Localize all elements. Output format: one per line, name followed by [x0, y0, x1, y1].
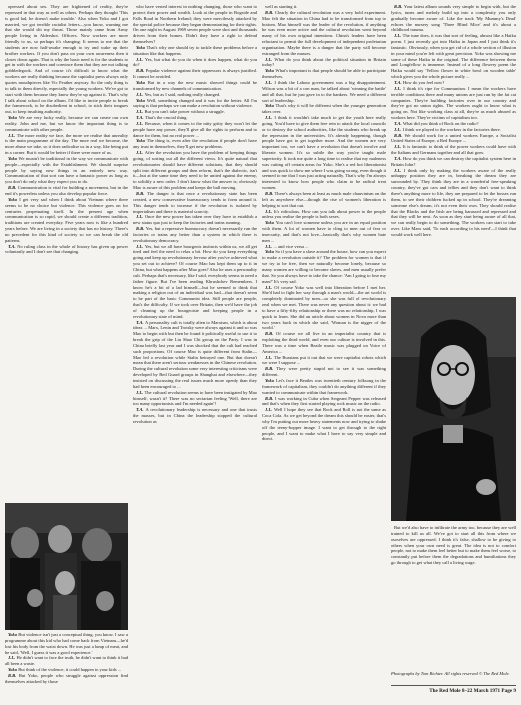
paragraph: T.A. How do you think we can destroy the capitalist system here in Britain John? — [391, 155, 516, 167]
paragraph: Yoko What's important is that people should be able to participate themselves. — [262, 68, 386, 80]
paragraph: J.L. Yes, but we all have bourgeois instincts within us, we all get tired and feel the need to relax a bit. How do you keep everything going and keep up revolutionary fervour after you've achieved what you set out to achieve? Of course Mao has kept them up to it in China, but what happens after Mao goes? Also he uses a personality cult. Perhaps that's necessary, like I said, everybody seems to need a father figure. But I've been reading Khrushchev Remembers. I know he's a bit of a lad himself—but he seemed to think that making a religion out of an individual was bad—that doesn't seem to be part of the basic Communist idea. Still people are people, that's the difficulty. If we took over Britain, then we'd have the job of cleaning up the bourgeoisie and keeping people in a revolutionary state of mind. — [133, 243, 257, 319]
paragraph: J.L. The Russians put it out that we were capitalist robots which we were I suppose ... — [262, 354, 386, 366]
paragraph: T.A. No ruling class in the whole of history has given up power voluntarily and I don't see that changing. — [5, 243, 128, 255]
speaker-label: R.B. — [136, 226, 146, 232]
paragraph: R.B. The danger is that once a revolutionary state has been created, a new conservative bureaucracy tends to form around it. This danger tends to increase if the revolution is isolated by imperialism and there is material scarcity. — [133, 191, 257, 214]
speaker-label: Yoko — [265, 220, 276, 226]
speaker-label: R.B. — [136, 191, 147, 196]
speaker-label: R.B. — [265, 9, 275, 15]
speaker-label: Yoko — [8, 196, 20, 202]
paragraph: J.L. What do you think about the political situation in Britain today? — [262, 56, 386, 68]
speaker-label: Yoko — [265, 68, 276, 74]
speaker-label: Yoko — [265, 378, 276, 383]
paragraph: J.L. Once the new power has taken over they have to establish a new status quo just to keep the factories and trains running. — [133, 214, 257, 226]
speaker-label: J.L. — [136, 243, 145, 249]
column-1-continued — [5, 632, 128, 700]
speaker-label: R.B. — [8, 185, 18, 191]
speaker-label: Yoko — [136, 79, 148, 85]
speaker-label: J.L. — [265, 208, 274, 214]
paragraph: T.A. How do you feel now? — [394, 79, 445, 85]
speaker-label: R.B. — [136, 68, 146, 74]
paragraph: Yoko We are very lucky really, because we can create our own reality. John and me, but we know the important thing is to communicate with other people. — [5, 115, 128, 132]
speaker-label: T.A. — [8, 243, 18, 249]
paragraph: well as starting it. — [265, 4, 298, 9]
paragraph: Yoko Well, something changed and it was for the better. All I'm saying is that perhaps we can make a revolution without violence. — [133, 97, 257, 109]
speaker-label: J.L. — [136, 150, 145, 156]
paragraph: R.B. Popular violence against their oppressors is always justified. It cannot be avoided. — [133, 68, 257, 80]
paragraph: J.L. The more reality we face, the more we realise that unreality is the main programme of the day. The more real we become, the more abuse we take, so it does radicalise us in a way, like being put in a corner. But it would be better if there were more of us. — [5, 132, 128, 156]
column-4-continued — [391, 525, 516, 667]
speaker-label: J.L. — [394, 33, 403, 39]
paragraph: Yoko But think of the violence, it could happen to your kids ... — [8, 667, 122, 673]
speaker-label: Yoko — [8, 115, 19, 121]
paragraph: Yoko But violence isn't just a conceptual thing, you know. I saw a programme about this kid who had come back from Vietnam—he'd lost his body from the waist down. He was just a lump of meat, and he said, 'Well, I guess it was a good experience.' — [5, 632, 128, 655]
paragraph: who have vested interest in nothing changing, those who want to protect their power and wealth. Look at the people in Bogside and Falls Road in Northern Ireland; they were mercilessly attacked by the special police because they began demonstrating for their rights. On one night in August 1969 seven people were shot and thousands driven from their homes. Didn't they have a right to defend themselves? — [133, 4, 257, 45]
speaker-label: R.B. — [265, 366, 277, 372]
crowd-photo — [5, 503, 128, 630]
paragraph: Yoko But in a way the new music showed things could be transformed by new channels of communication. — [133, 79, 257, 91]
john-lennon-photo-image — [391, 297, 516, 521]
speaker-label: T.A. — [136, 319, 145, 325]
paragraph: R.B. There's always been at least as much male chauvinism on the left as anywhere else—though the rise of women's liberation is helping to sort that out. — [262, 191, 386, 208]
speaker-label: J.L. — [265, 79, 275, 85]
paragraph: J.L. I think only by making the workers aware of the really unhappy position they are in, breaking the dream they are surrounded by. They think they are in a wonderful free-speaking country, they've got cars and tellies and they don't want to think there's anything more to life, they are prepared to let the bosses run them, to see their children fucked up in school. They're dreaming someone else's dream, it's not even their own. They should realise that the Blacks and the Irish are being harassed and repressed and that they will be next. As soon as they start being aware of all that, we can really begin to do something. The workers can start to take over. Like Marx said, 'To each according to his need'—I think that would work well here. — [391, 167, 516, 237]
column-4 — [391, 4, 516, 292]
paragraph: Yoko That's why one should try to tackle these problems before a situation like that happens. — [133, 44, 257, 56]
paragraph: R.B. Communication is vital for building a movement, but in the end it's powerless unless you also develop popular force. — [5, 185, 128, 196]
speaker-label: Yoko — [8, 155, 19, 161]
column-3 — [262, 4, 386, 699]
paragraph: R.B. Of course we all live in an imperialist country that is exploiting the third world, and even our culture is involved in this. There was a time when Beatle music was plugged on Voice of America ... — [262, 331, 386, 354]
paragraph: J.L. I think we played to the workers in the factories there. — [394, 126, 501, 132]
footer-rule — [391, 685, 516, 686]
speaker-label: J.L. — [136, 214, 145, 220]
paragraph: R.B. I was working in Cuba when Sergeant Pepper was released and that's when they first started playing rock music on the radio. — [262, 395, 386, 407]
speaker-label: Yoko — [8, 667, 19, 673]
column-1 — [5, 4, 128, 499]
paragraph: Yoko I get very sad when I think about Vietnam where there seems to be no choice but violence. This violence goes on for centuries perpetuating itself. In the present age when communication is so rapid, we should create a different tradition, traditions are created everyday. Five years now is like a hundred years before. We are living in a society that has no history. There's no precedent for this kind of society so we can break the old patterns. — [5, 196, 128, 243]
paragraph: opressed about sex. They are frightened of reality, they're repressed in that way as well as others. Perhaps they thought 'This is good lad, he doesn't make trouble.' Also when Yoko and I got married, we got terrible racialist letters—you know, warning me that she would slit my throat. Those mainly came from Army people living in Aldershot. Officers. Now workers are more friendly to us, so perhaps it's changing. It seems to me that the students are now half-awake enough to try and wake up their brother workers. If you don't pass on your own awareness then it closes down again. That is why the basic need is for the students to get in with the workers and convince them that they are not talking gobbledegook. And of course it's difficult to know what the workers are really thinking because the capitalist press always only quotes mouthpieces like Vic Feather anyway. So the only thing is to talk to them directly, especially the young workers. We've got to start with them because they know they're up against it. That's why I talk about school on the album. I'd like to incite people to break the framework, to be disobedient in school, to stick their tongues out, to keep insulting authority. — [5, 4, 128, 115]
paragraph: R.B. But Yoko, people who struggle against oppression find themselves attacked by those — [5, 672, 128, 684]
speaker-label: T.A. — [394, 120, 403, 126]
paragraph: T.A. A revolutionary leadership is necessary and one that trusts the masses, but in China the leadership stopped the cultural revolution as — [133, 407, 257, 424]
speaker-label: Yoko — [265, 249, 276, 255]
paragraph: J.L. Of course Yoko was well into liberation before I met her. She'd had to fight her way through a man's world—the art world is completely dominated by men—so she was full of revolutionary zeal when we met. There was never any question about it: we had to have a fifty-fifty relationship or there was no relationship, I was quick to learn. She did an article about women in Nova more than two years back in which she said, 'Woman is the nigger of the world.' — [262, 284, 386, 331]
speaker-label: J.L. — [394, 144, 403, 150]
paragraph: J.L. The cultural revolution seems to have been instigated by Mao himself, wasn't it? There was no sectarian feeling 'Well, there are too many opportunists and I'm needed again'? — [133, 389, 257, 407]
paragraph: J.L. I think it's ripe for Communism. I mean the workers have terrible conditions there and many unions are just run by the fat cat companies. They're building factories over in our country and they've got no union rights. The workers ought to know what is going on. Not like working class at all, they're as much abused as workers here. They're victims of capitalism too. — [391, 85, 516, 121]
paragraph: R.B. We should work for a united workers Europe, a Socialist United States of Europe, a Red Europe ... — [391, 132, 516, 144]
crowd-photo-image — [5, 503, 128, 630]
paragraph: J.L. Yes, but as I said, nothing really changed. — [136, 91, 221, 97]
john-lennon-photo — [391, 297, 516, 521]
speaker-label: R.B. — [265, 331, 276, 337]
photo-credit: Photographs by Tom Richter. All rights reserved © The Red Mole. — [391, 671, 510, 676]
paragraph: J.L. I think it wouldn't take much to get the youth here really going. You'd have to give them free rein to attack the local councils or to destroy the school authorities, like the students who break up the repression in the universities. It's already happening, though people have got to get together more. And the women are very important too, we can't have a revolution that doesn't involve and liberate women. It's so subtle the way you're taught male superiority. It took me quite a long time to realise that my maleness was cutting off certain areas for Yoko. She's a red hot liberationist and was quick to show me where I was going wrong, even though it seemed to me that I was just acting naturally. That's why I'm always interested to know how people who claim to be radical treat women. — [262, 115, 386, 191]
speaker-label: T.A. — [136, 407, 146, 413]
paragraph: J.L. But you can't take power without a struggle. — [136, 109, 225, 115]
paragraph: Yoko We mustn't be traditional in the way we communicate with people—especially with the Establishment. We should surprise people by saying new things in an entirely new way. Communication of that sort can have a fantastic power as long as you don't do only what they expect you to do. — [5, 155, 128, 185]
paragraph: J.L. Yes, but what do you do when it does happen, what do you do? — [133, 56, 257, 68]
paragraph: J.L. I think the Labour government was a big disappointment. Wilson was a bit of a con man, he talked about 'winning the battle' and all that, but he just gave in to the bankers. We need a different sort of leadership. — [262, 79, 386, 103]
speaker-label: J.L. — [265, 284, 275, 290]
speaker-label: T.A. — [136, 115, 145, 121]
speaker-label: Yoko — [8, 632, 19, 637]
page-footer: The Red Mole 8–22 March 1971 Page 9 — [429, 688, 516, 694]
speaker-label: J.L. — [394, 126, 403, 132]
paragraph: T.A. What did you think of Rock on the radio? — [394, 120, 479, 126]
speaker-label: J.L. — [8, 132, 17, 138]
paragraph: R.B. They were pretty stupid not to see it was something different. — [262, 366, 386, 378]
paragraph: J.L. It's ridiculous. How can you talk about power to the people unless you realise the people is both sexes. — [262, 208, 386, 220]
speaker-label: Yoko — [136, 97, 147, 103]
paragraph: R.B. Your latest album sounds very simple to begin with, but the lyrics, tunes and melody build up into a complexity you only gradually become aware of. Like the track 'My Mummy's Dead' echoes the nursery song 'Three Blind Mice' and it's about a childhood trauma. — [391, 4, 516, 33]
speaker-label: J.L. — [265, 354, 274, 360]
speaker-label: J.L. — [136, 91, 145, 97]
speaker-label: J.L. — [265, 56, 275, 62]
speaker-label: T.A. — [394, 79, 403, 85]
paragraph: But we'd also have to infiltrate the army too, because they are well trained to kill us all. We've got to start all this from where we ourselves are oppressed. I think it's false, shallow to be giving to others when your own need is great. The idea is not to comfort people, not to make them feel better but to make them feel worse, to constantly put before them the degradations and humiliations they go through to get what they call a living wage. — [391, 525, 516, 566]
speaker-label: J.L. — [265, 243, 274, 249]
speaker-label: R.B. — [394, 132, 405, 138]
speaker-label: J.L. — [265, 115, 275, 121]
paragraph: Yoko That's why it will be different when the younger generation takes over. — [262, 103, 386, 115]
speaker-label: T.A. — [394, 155, 403, 161]
column-2 — [133, 4, 257, 699]
paragraph: J.L. Well I hope they see that Rock and Roll is not the same as Coca Cola. As we get beyond the dream this should be easier, that's why I'm putting out more heavy statements now and trying to shake off the teeny-bopper image. I want to get through to the right people, and I want to make what I have to say very simple and direct. — [262, 407, 386, 442]
speaker-label: R.B. — [394, 4, 404, 9]
speaker-label: Yoko — [136, 138, 147, 144]
speaker-label: J.L. — [8, 655, 17, 661]
paragraph: J.L. The tune does, it was that sort of feeling, almost like a Haiku poem. I just recently got into Haiku in Japan and I just think it's fantastic. Obviously, when you get rid of a whole section of illusion in your mind you're left with great precision. Yoko was showing me some of these Haiku in the original. The difference between them and Longfellow is immense. Instead of a long flowery poem the Haiku would say 'Yellow flower in white bowl on wooden table' which gives you the whole picture really ... — [391, 33, 516, 80]
speaker-label: J.L. — [136, 389, 145, 395]
paragraph: Yoko Let's face it Beatles was twentieth century folksong in the framework of capitalism, they couldn't do anything different if they wanted to communicate within that framework. — [262, 378, 386, 395]
speaker-label: J.L. — [265, 407, 274, 413]
paragraph: R.B. Yes, but a repressive bureaucracy doesn't necessarily run the factories or trains any better than a system in which there is revolutionary democracy. — [133, 226, 257, 243]
paragraph: J.L. After the revolution you have the problem of keeping things going, of sorting out all the different views. It's quite natural that revolutionaries should have different solutions, that they should split into different groups and then reform, that's the dialectic, isn't it—but at the same time they need to be united against the enemy, to solidify a new order. I don't know what the answer is; obviously Mao is aware of this problem and keeps the ball moving. — [133, 150, 257, 191]
paragraph: Yoko So if you have a slave around the house, how can you expect to make a revolution outside it? The problem for women is that if we try to be free, then we naturally become lonely, because so many women are willing to become slaves, and men usually prefer that. So you always have to take the chance: 'Am I going to lose my man?' It's very sad. — [262, 249, 386, 284]
speaker-label: J.L. — [136, 56, 145, 62]
paragraph: Yoko The thing is, even after the revolution if people don't have any trust in themselves, they'll get new problems. — [133, 138, 257, 150]
speaker-label: Yoko — [265, 103, 276, 109]
speaker-label: R.B. — [265, 395, 275, 401]
speaker-label: J.L. — [136, 120, 145, 126]
paragraph: T.A. A personality cult is totally alien to Marxism, which is about ideas ... Marx, Lenin and Trotsky were always against it and so was Mao to begin with but then he found it politically useful to use it to break the grip of the Liu Shao Chi group on the Party. I was in China briefly last year and I was shocked that the cult had reached such proportions. Of course Mao is quite different from Stalin—Mao led a revolution while Stalin betrayed one. But that doesn't mean that there aren't serious weaknesses in the Chinese revolution. During the cultural revolution some very interesting criticisms were developed by Red Guard groups in Shanghai and elsewhere—they insisted on discussing the real issues much more openly than they had been encouraged to ... — [133, 319, 257, 389]
paragraph: T.A. That's the crucial thing. — [136, 115, 188, 121]
speaker-label: J.L. — [394, 85, 404, 91]
paragraph: Yoko You can't love someone unless you are in an equal position with them. A lot of women have to cling to men out of fear or insecurity, and that's not love—basically that's why women hate men ... — [262, 220, 386, 243]
speaker-label: J.L. — [136, 109, 145, 115]
paragraph: J.L. ... and vice versa ... — [265, 243, 309, 249]
paragraph: R.B. Clearly the cultural revolution was a very bold experiment. Mao felt the situation in China had to be transformed from top to bottom. Mao himself was the leader of the revolution, if anything he was even more active and the cultural revolution went beyond many of his own original intentions. China's leaders have been reluctant to permit the full development of independent proletarian organisation. Maybe there is a danger that the party will become estranged from the masses. — [262, 9, 386, 56]
speaker-label: J.L. — [394, 167, 404, 173]
speaker-label: R.B. — [265, 191, 275, 196]
paragraph: J.L. It is fantastic to think of the power workers could have with the Italians and Germans together and all that goes. — [391, 144, 516, 156]
paragraph: J.L. He didn't want to face the truth, he didn't want to think it had all been a waste. — [5, 655, 128, 667]
speaker-label: R.B. — [8, 672, 19, 678]
paragraph: J.L. Because, when it comes to the nitty gritty they won't let the people have any power, they'll give all the rights to perform and to dance for them, but no real power ... — [133, 120, 257, 138]
speaker-label: Yoko — [136, 44, 147, 50]
